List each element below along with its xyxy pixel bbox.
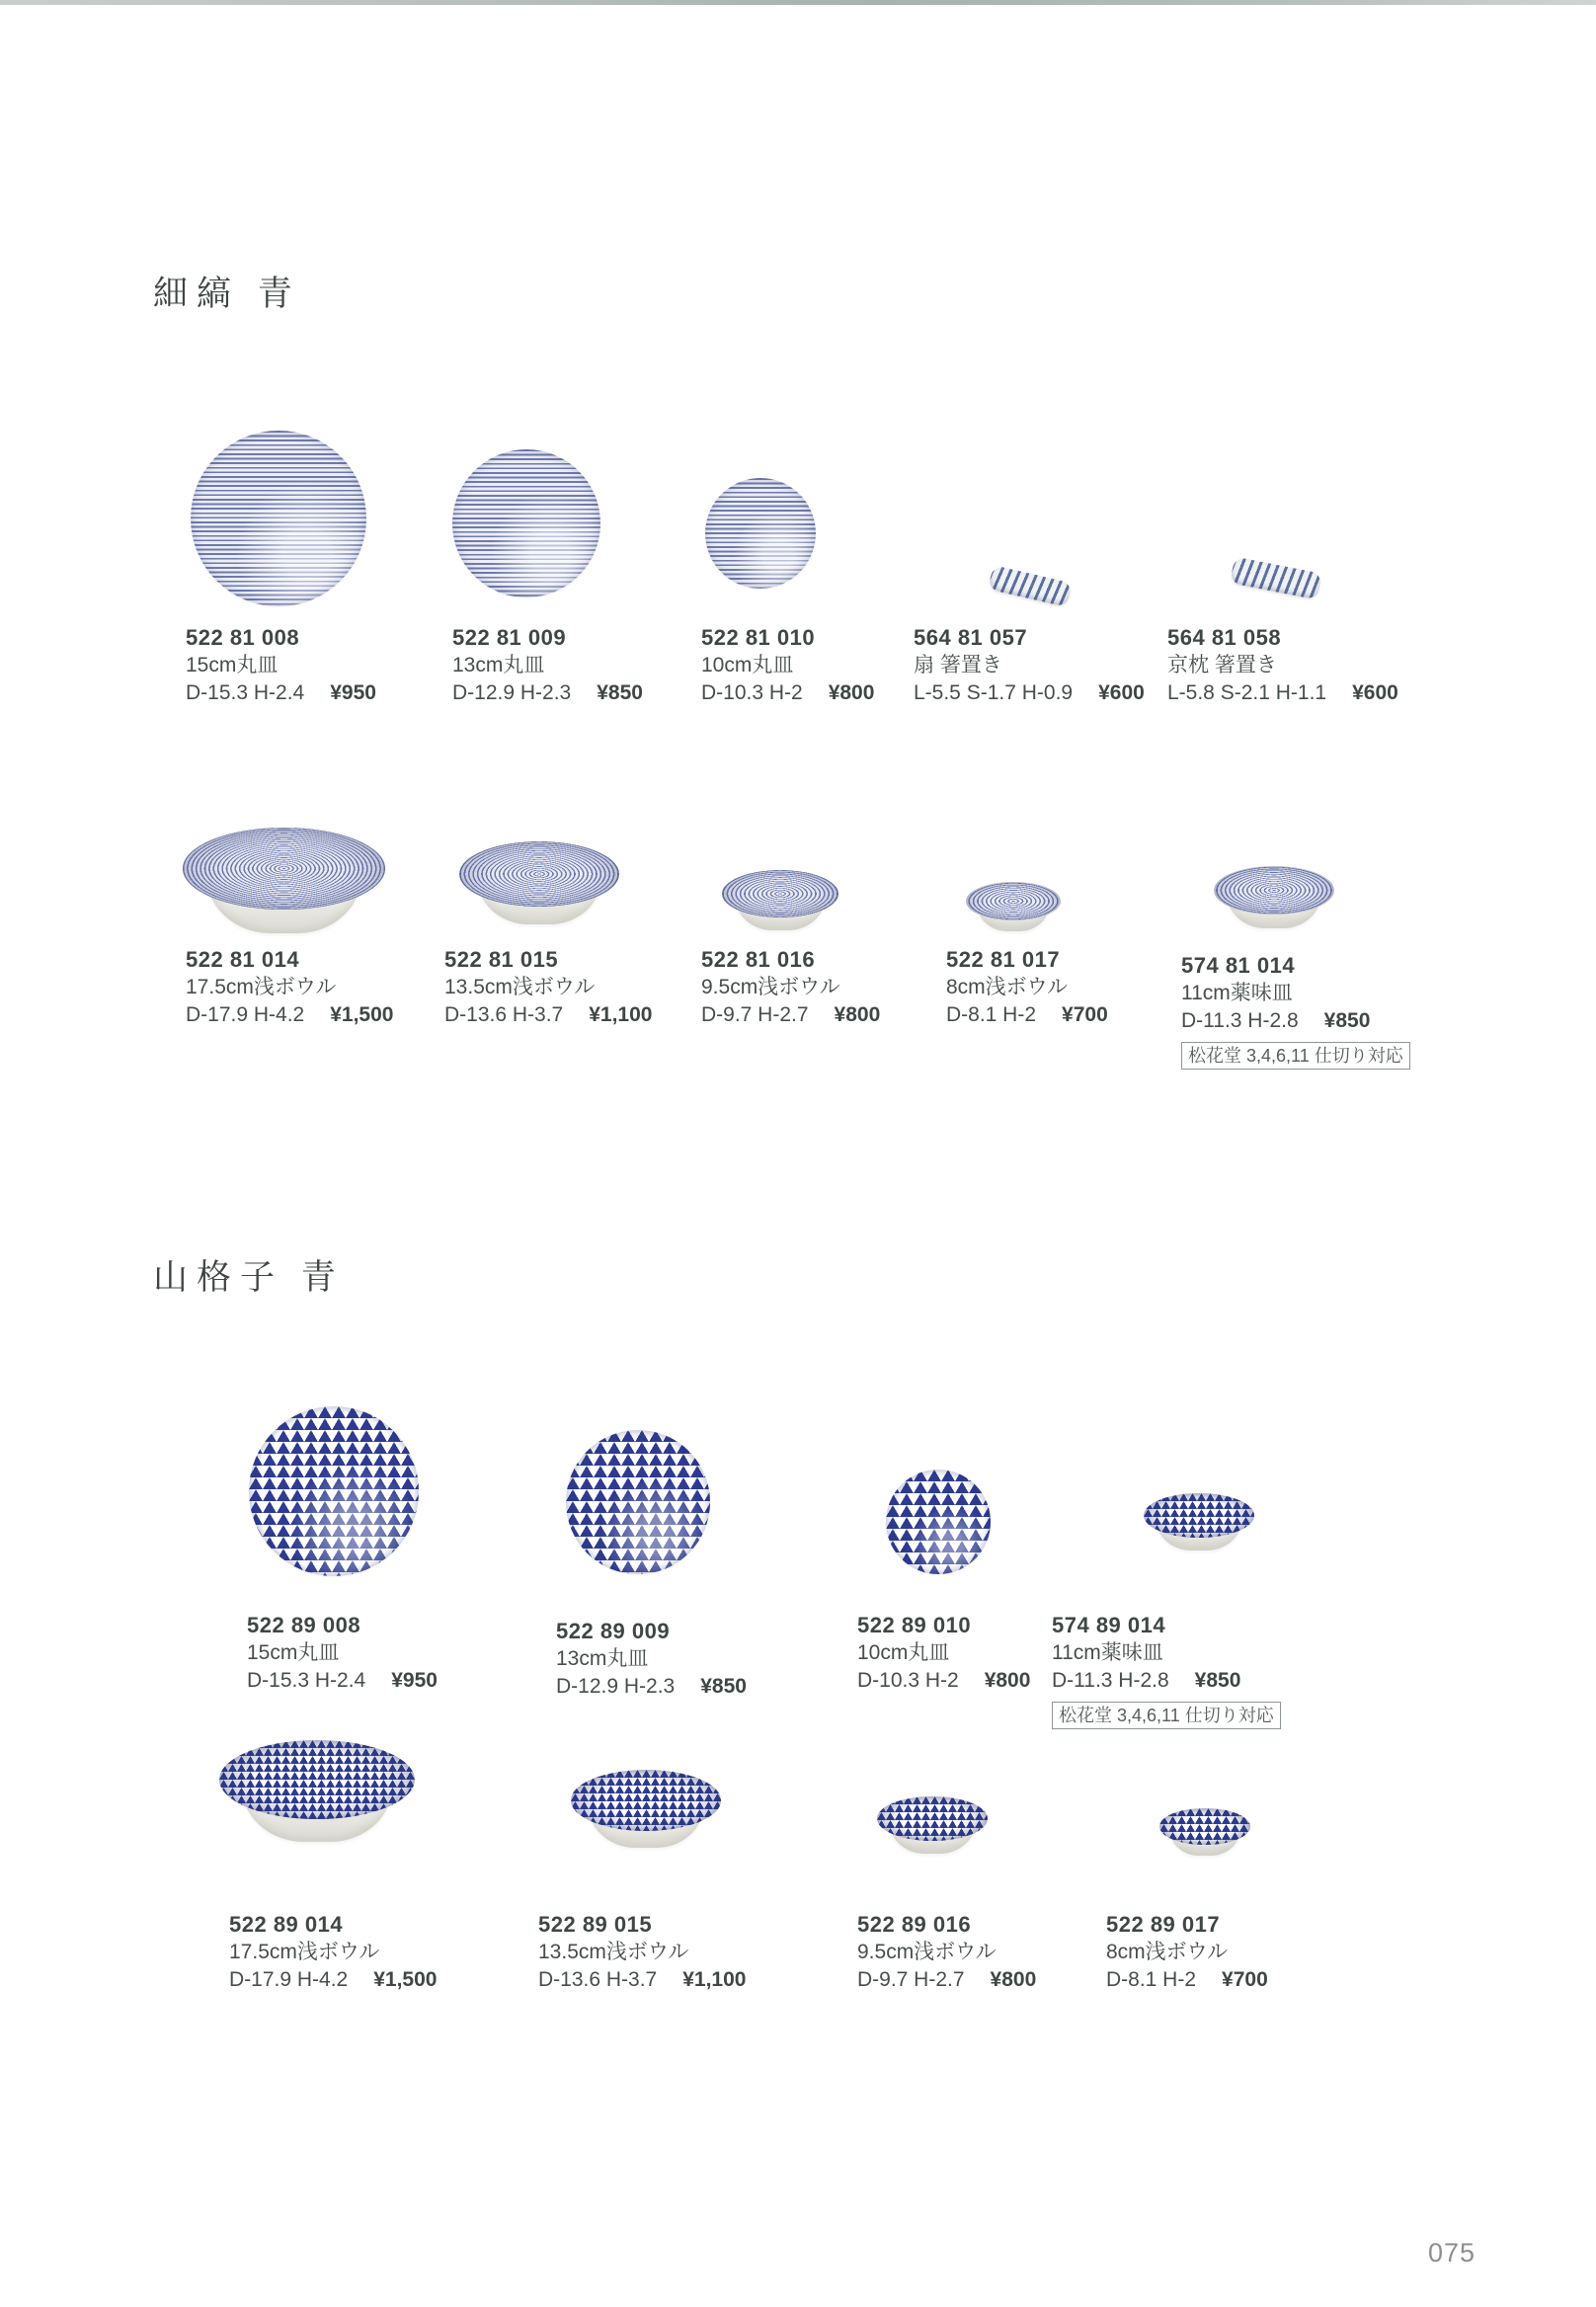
dims-text: L-5.8 S-2.1 H-1.1 xyxy=(1167,681,1327,704)
triangle-condiment-dish-image xyxy=(1144,1493,1254,1551)
product-dims xyxy=(1052,1667,1281,1695)
bowl-rim xyxy=(571,1770,721,1831)
product-name: 10cm丸皿 xyxy=(857,1641,950,1664)
dims-text: D-9.7 H-2.7 xyxy=(701,1003,809,1026)
shokado-compatibility-note: 松花堂 3,4,6,11 仕切り対応 xyxy=(1181,1042,1410,1070)
product-price: ¥850 xyxy=(1194,1669,1241,1692)
product-name: 8cm浅ボウル xyxy=(946,976,1069,998)
product-price: ¥950 xyxy=(330,681,376,704)
scan-edge-artifact xyxy=(0,0,1596,5)
product-code: 564 81 058 xyxy=(1167,625,1282,650)
product-dims xyxy=(701,679,874,707)
kyomakura-chopstick-rest-image xyxy=(1230,557,1321,600)
triangle-bowl-8cm-image xyxy=(1159,1808,1250,1856)
product-code: 522 89 008 xyxy=(247,1613,361,1637)
striped-plate-13cm-image xyxy=(452,449,600,597)
product-name: 11cm薬味皿 xyxy=(1181,982,1293,1004)
product-name: 13.5cm浅ボウル xyxy=(538,1941,689,1963)
bowl-rim xyxy=(1144,1493,1254,1538)
product-dims xyxy=(186,679,376,707)
bowl-rim xyxy=(219,1740,415,1819)
product-name: 9.5cm浅ボウル xyxy=(701,976,840,998)
product-card xyxy=(1106,1911,1268,1994)
dims-text: D-9.7 H-2.7 xyxy=(857,1968,965,1991)
product-card xyxy=(229,1911,437,1994)
product-price: ¥700 xyxy=(1222,1968,1268,1991)
triangle-plate-13cm-image xyxy=(566,1430,710,1574)
product-code: 522 89 017 xyxy=(1106,1912,1221,1937)
product-price: ¥850 xyxy=(700,1675,747,1698)
bowl-rim xyxy=(183,828,385,910)
product-price: ¥1,100 xyxy=(682,1968,747,1991)
product-code: 564 81 057 xyxy=(914,625,1028,650)
dims-text: D-10.3 H-2 xyxy=(857,1669,959,1692)
dims-text: L-5.5 S-1.7 H-0.9 xyxy=(914,681,1074,704)
product-dims xyxy=(452,679,643,707)
product-price: ¥950 xyxy=(391,1669,438,1692)
product-name: 17.5cm浅ボウル xyxy=(186,976,337,998)
product-name: 11cm薬味皿 xyxy=(1052,1641,1163,1664)
product-name: 15cm丸皿 xyxy=(247,1641,340,1664)
dims-text: D-15.3 H-2.4 xyxy=(247,1669,366,1692)
product-dims xyxy=(914,679,1145,707)
product-price: ¥850 xyxy=(1323,1009,1371,1032)
product-card xyxy=(914,624,1145,707)
dims-text: D-8.1 H-2 xyxy=(1106,1968,1197,1991)
triangle-bowl-13cm-image xyxy=(571,1770,721,1848)
product-dims xyxy=(857,1667,1030,1695)
triangle-bowl-17cm-image xyxy=(219,1740,415,1842)
product-card xyxy=(452,624,643,707)
section-title-yamagoshi-blue: 山格子 青 xyxy=(153,1258,345,1297)
product-code: 522 81 010 xyxy=(701,625,816,650)
product-card xyxy=(538,1911,746,1994)
dims-text: D-10.3 H-2 xyxy=(701,681,803,704)
product-name: 京枕 箸置き xyxy=(1167,654,1277,676)
product-code: 522 81 015 xyxy=(444,947,559,972)
product-price: ¥1,500 xyxy=(330,1003,394,1026)
product-price: ¥700 xyxy=(1062,1003,1108,1026)
product-price: ¥600 xyxy=(1098,681,1145,704)
dims-text: D-8.1 H-2 xyxy=(946,1003,1037,1026)
product-card xyxy=(946,946,1108,1029)
product-card xyxy=(1167,624,1398,707)
dims-text: D-12.9 H-2.3 xyxy=(556,1675,676,1698)
product-card xyxy=(1181,952,1410,1070)
product-card xyxy=(444,946,652,1029)
product-dims xyxy=(186,1001,393,1029)
dims-text: D-17.9 H-4.2 xyxy=(229,1968,349,1991)
bowl-rim xyxy=(1214,866,1334,915)
bowl-rim xyxy=(459,841,619,907)
product-card xyxy=(857,1612,1030,1695)
product-code: 522 89 014 xyxy=(229,1912,344,1937)
product-dims xyxy=(538,1966,746,1994)
striped-bowl-8cm-image xyxy=(966,882,1061,931)
striped-bowl-13cm-image xyxy=(459,841,619,924)
section-title-hosojima-blue: 細縞 青 xyxy=(153,275,301,313)
bowl-rim xyxy=(877,1796,988,1841)
product-card xyxy=(186,624,376,707)
product-code: 522 89 009 xyxy=(556,1619,671,1643)
product-code: 522 81 014 xyxy=(186,947,300,972)
product-card xyxy=(701,624,874,707)
product-name: 17.5cm浅ボウル xyxy=(229,1941,380,1963)
shokado-compatibility-note: 松花堂 3,4,6,11 仕切り対応 xyxy=(1052,1702,1281,1729)
product-dims xyxy=(229,1966,437,1994)
product-dims xyxy=(444,1001,652,1029)
product-card xyxy=(701,946,880,1029)
dims-text: D-15.3 H-2.4 xyxy=(186,681,305,704)
striped-plate-10cm-image xyxy=(705,478,816,589)
page-number: 075 xyxy=(1428,2238,1476,2267)
product-dims xyxy=(857,1966,1036,1994)
bowl-rim xyxy=(722,870,838,917)
product-code: 522 89 015 xyxy=(538,1912,653,1937)
product-dims xyxy=(946,1001,1108,1029)
dims-text: D-12.9 H-2.3 xyxy=(452,681,572,704)
product-price: ¥1,500 xyxy=(373,1968,438,1991)
product-price: ¥600 xyxy=(1352,681,1398,704)
product-dims xyxy=(556,1673,747,1701)
product-name: 15cm丸皿 xyxy=(186,654,279,676)
bowl-rim xyxy=(966,882,1061,920)
dims-text: D-11.3 H-2.8 xyxy=(1052,1669,1169,1692)
product-price: ¥1,100 xyxy=(589,1003,653,1026)
product-dims xyxy=(1106,1966,1268,1994)
product-code: 522 81 009 xyxy=(452,625,567,650)
dims-text: D-17.9 H-4.2 xyxy=(186,1003,305,1026)
product-code: 522 89 010 xyxy=(857,1613,972,1637)
product-price: ¥800 xyxy=(990,1968,1037,1991)
triangle-plate-10cm-image xyxy=(886,1470,991,1574)
striped-bowl-17cm-image xyxy=(183,828,385,933)
product-code: 574 89 014 xyxy=(1052,1613,1166,1637)
product-code: 574 81 014 xyxy=(1181,953,1296,978)
triangle-bowl-9cm-image xyxy=(877,1796,988,1854)
product-code: 522 81 017 xyxy=(946,947,1061,972)
product-name: 扇 箸置き xyxy=(914,654,1002,676)
product-dims xyxy=(1181,1007,1410,1035)
product-name: 9.5cm浅ボウル xyxy=(857,1941,997,1963)
product-dims xyxy=(701,1001,880,1029)
product-card xyxy=(556,1618,747,1701)
product-card xyxy=(1052,1612,1281,1729)
product-price: ¥800 xyxy=(834,1003,881,1026)
product-card xyxy=(857,1911,1036,1994)
product-name: 8cm浅ボウル xyxy=(1106,1941,1229,1963)
product-code: 522 89 016 xyxy=(857,1912,972,1937)
product-price: ¥800 xyxy=(828,681,875,704)
product-price: ¥850 xyxy=(597,681,643,704)
product-dims xyxy=(1167,679,1398,707)
product-name: 13cm丸皿 xyxy=(452,654,545,676)
dims-text: D-13.6 H-3.7 xyxy=(538,1968,658,1991)
dims-text: D-11.3 H-2.8 xyxy=(1181,1009,1299,1032)
product-price: ¥800 xyxy=(984,1669,1031,1692)
striped-bowl-9cm-image xyxy=(722,870,838,930)
product-name: 10cm丸皿 xyxy=(701,654,794,676)
product-card xyxy=(186,946,393,1029)
product-dims xyxy=(247,1667,438,1695)
product-code: 522 81 016 xyxy=(701,947,816,972)
product-card xyxy=(247,1612,438,1695)
fan-chopstick-rest-image xyxy=(988,565,1073,607)
product-code: 522 81 008 xyxy=(186,625,300,650)
striped-plate-15cm-image xyxy=(191,431,366,606)
triangle-plate-15cm-image xyxy=(249,1406,419,1576)
product-name: 13cm丸皿 xyxy=(556,1647,649,1670)
striped-condiment-dish-image xyxy=(1214,866,1334,928)
dims-text: D-13.6 H-3.7 xyxy=(444,1003,564,1026)
product-name: 13.5cm浅ボウル xyxy=(444,976,596,998)
